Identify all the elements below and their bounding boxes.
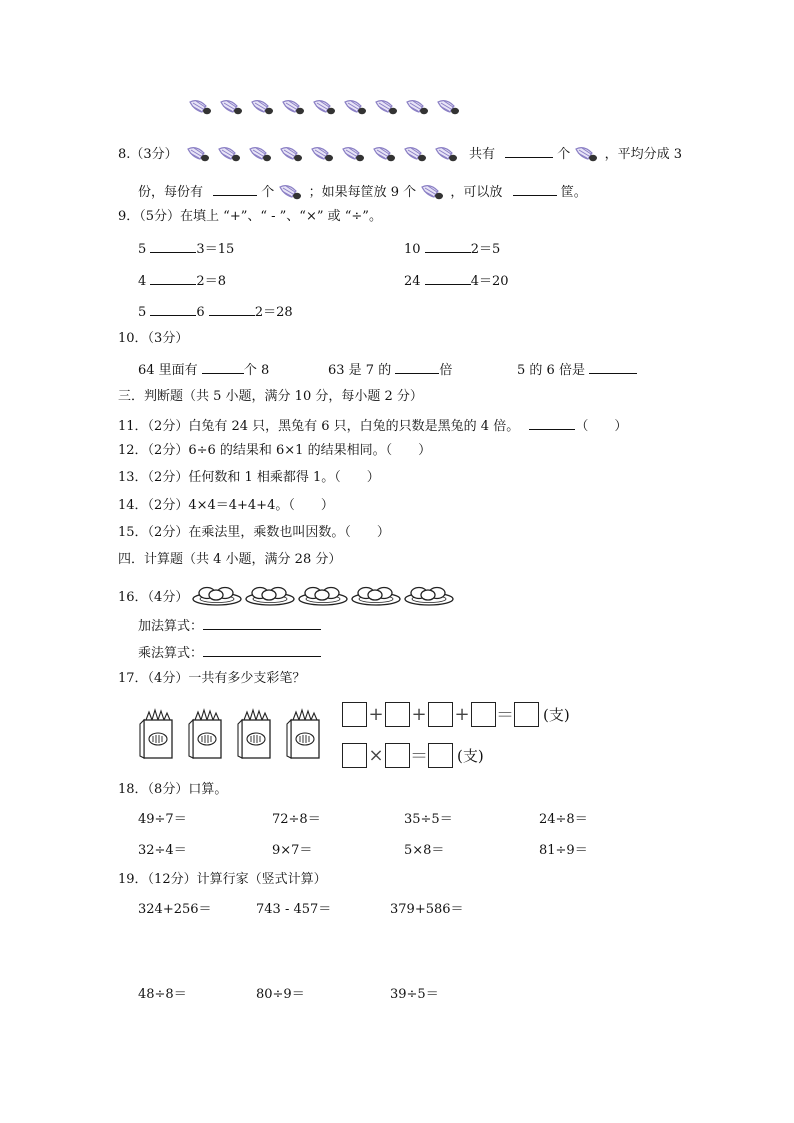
- answer-box[interactable]: [385, 702, 410, 727]
- question-9-title: 9．（5分）在填上 “+”、“ - ”、“×” 或 “÷”。: [118, 209, 382, 224]
- shuttlecock-icon: [343, 98, 369, 118]
- q9-item-3: 4 2＝8: [138, 270, 226, 291]
- shuttlecock-icon: [310, 145, 336, 165]
- answer-blank[interactable]: [150, 301, 196, 316]
- section-3-heading: 三．判断题（共 5 小题，满分 10 分，每小题 2 分）: [118, 389, 423, 404]
- judge-13: 13．（2分）任何数和 1 相乘都得 1。（ ）: [118, 470, 380, 485]
- answer-blank[interactable]: [203, 615, 321, 630]
- answer-paren[interactable]: （ ）: [385, 443, 432, 458]
- q19-cell: 80÷9＝: [256, 987, 305, 1002]
- plate-of-eggs-icon: [404, 584, 454, 612]
- q16-mul-line: 乘法算式：: [138, 642, 321, 663]
- question-8-line2-b: 个: [261, 185, 275, 200]
- shuttlecock-icon: [279, 145, 305, 165]
- answer-blank-8c[interactable]: [513, 181, 557, 196]
- answer-blank[interactable]: [529, 415, 575, 430]
- shuttlecock-icon: [434, 145, 460, 165]
- answer-blank[interactable]: [150, 238, 196, 253]
- judge-14: 14．（2分）4×4＝4+4+4。（ ）: [118, 498, 334, 513]
- q19-cell: 48÷8＝: [138, 987, 187, 1002]
- answer-box[interactable]: [514, 702, 539, 727]
- answer-blank[interactable]: [425, 238, 471, 253]
- q19-cell: 379+586＝: [390, 902, 464, 917]
- q18-cell: 9×7＝: [272, 843, 313, 858]
- answer-blank[interactable]: [203, 642, 321, 657]
- shuttlecock-icon: [186, 145, 212, 165]
- shuttlecock-icon: [312, 98, 338, 118]
- question-19-title: 19．（12分）计算行家（竖式计算）: [118, 872, 327, 887]
- q9-item-2: 10 2＝5: [404, 238, 500, 259]
- shuttlecock-icon: [374, 98, 400, 118]
- answer-blank-8b[interactable]: [213, 181, 257, 196]
- answer-blank[interactable]: [209, 301, 255, 316]
- answer-box[interactable]: [342, 702, 367, 727]
- crayon-box-icon: [187, 706, 225, 766]
- shuttlecock-icon: [281, 98, 307, 118]
- plate-of-eggs-icon: [192, 584, 242, 612]
- answer-paren[interactable]: （ ）: [288, 498, 334, 513]
- crayon-box-icon: [236, 706, 274, 766]
- q9-item-5: 5 6 2＝28: [138, 301, 293, 322]
- judge-12: 12．（2分）6÷6 的结果和 6×1 的结果相同。（ ）: [118, 443, 432, 458]
- q17-mul-row: × ＝ (支): [342, 742, 484, 768]
- q18-cell: 24÷8＝: [539, 812, 588, 827]
- answer-box[interactable]: [428, 743, 453, 768]
- q9-item-4: 24 4＝20: [404, 270, 509, 291]
- answer-paren[interactable]: （ ）: [575, 419, 628, 434]
- question-8-text-c: ，平均分成 3: [604, 147, 682, 162]
- plate-of-eggs-icon: [245, 584, 295, 612]
- answer-paren[interactable]: （ ）: [344, 525, 390, 540]
- shuttlecock-icon: [436, 98, 462, 118]
- q10-part-b: 63 是 7 的 倍: [328, 359, 452, 380]
- judge-11: 11．（2分）白兔有 24 只，黑兔有 6 只，白兔的只数是黑兔的 4 倍。 （ ）: [118, 415, 627, 436]
- q16-add-line: 加法算式：: [138, 615, 321, 636]
- question-10-title: 10．（3分）: [118, 331, 189, 346]
- q19-cell: 39÷5＝: [390, 987, 439, 1002]
- question-8-line1: [118, 143, 682, 165]
- q18-cell: 32÷4＝: [138, 843, 187, 858]
- answer-paren[interactable]: （ ）: [334, 470, 380, 485]
- question-18-title: 18．（8分）口算。: [118, 782, 228, 797]
- shuttlecock-icon: [341, 145, 367, 165]
- answer-blank[interactable]: [202, 359, 244, 374]
- plate-of-eggs-icon: [351, 584, 401, 612]
- question-16-line: [118, 584, 457, 612]
- q17-add-row: + + + ＝ (支): [342, 701, 570, 727]
- shuttlecock-icon: [372, 145, 398, 165]
- plate-of-eggs-icon: [298, 584, 348, 612]
- shuttlecock-icon: [405, 98, 431, 118]
- unit-label: (支): [543, 705, 570, 724]
- question-8-line2-a: 份，每份有: [138, 185, 204, 200]
- answer-blank[interactable]: [425, 270, 471, 285]
- answer-blank[interactable]: [589, 359, 637, 374]
- question-8-text-a: 共有: [468, 147, 495, 162]
- answer-box[interactable]: [342, 743, 367, 768]
- q18-cell: 35÷5＝: [404, 812, 453, 827]
- q10-part-c: 5 的 6 倍是: [517, 359, 637, 380]
- crayon-boxes: [138, 706, 334, 766]
- q18-cell: 72÷8＝: [272, 812, 321, 827]
- question-8-line2-c: ；如果每筐放 9 个: [308, 185, 417, 200]
- crayon-box-icon: [285, 706, 323, 766]
- unit-label: (支): [457, 746, 484, 765]
- answer-box[interactable]: [385, 743, 410, 768]
- question-16-number: 16．（4分）: [118, 590, 189, 605]
- answer-blank[interactable]: [150, 270, 196, 285]
- answer-blank-8a[interactable]: [505, 143, 553, 158]
- question-8-line2-d: ，可以放: [450, 185, 503, 200]
- answer-box[interactable]: [428, 702, 453, 727]
- shuttlecock-icon: [250, 98, 276, 118]
- q19-cell: 743 - 457＝: [256, 902, 332, 917]
- judge-15: 15．（2分）在乘法里，乘数也叫因数。（ ）: [118, 525, 390, 540]
- shuttlecock-icon: [217, 145, 243, 165]
- q18-cell: 49÷7＝: [138, 812, 187, 827]
- shuttlecock-icon: [403, 145, 429, 165]
- question-17-title: 17．（4分）一共有多少支彩笔？: [118, 671, 306, 686]
- shuttlecock-row-top: [188, 98, 467, 118]
- answer-blank[interactable]: [395, 359, 439, 374]
- q18-cell: 5×8＝: [404, 843, 445, 858]
- q9-item-1: 5 3＝15: [138, 238, 234, 259]
- q19-cell: 324+256＝: [138, 902, 212, 917]
- shuttlecock-icon: [420, 183, 446, 203]
- shuttlecock-icon: [278, 183, 304, 203]
- question-8-text-b: 个: [557, 147, 571, 162]
- shuttlecock-icon: [219, 98, 245, 118]
- question-8-line2-e: 筐。: [560, 185, 587, 200]
- shuttlecock-icon: [188, 98, 214, 118]
- q10-part-a: 64 里面有 个 8: [138, 359, 269, 380]
- shuttlecock-icon: [248, 145, 274, 165]
- question-8-line2: [138, 181, 587, 203]
- shuttlecock-icon: [574, 145, 600, 165]
- q18-cell: 81÷9＝: [539, 843, 588, 858]
- section-4-heading: 四．计算题（共 4 小题，满分 28 分）: [118, 552, 342, 567]
- question-8-number: 8.（3分）: [118, 147, 178, 162]
- answer-box[interactable]: [471, 702, 496, 727]
- crayon-box-icon: [138, 706, 176, 766]
